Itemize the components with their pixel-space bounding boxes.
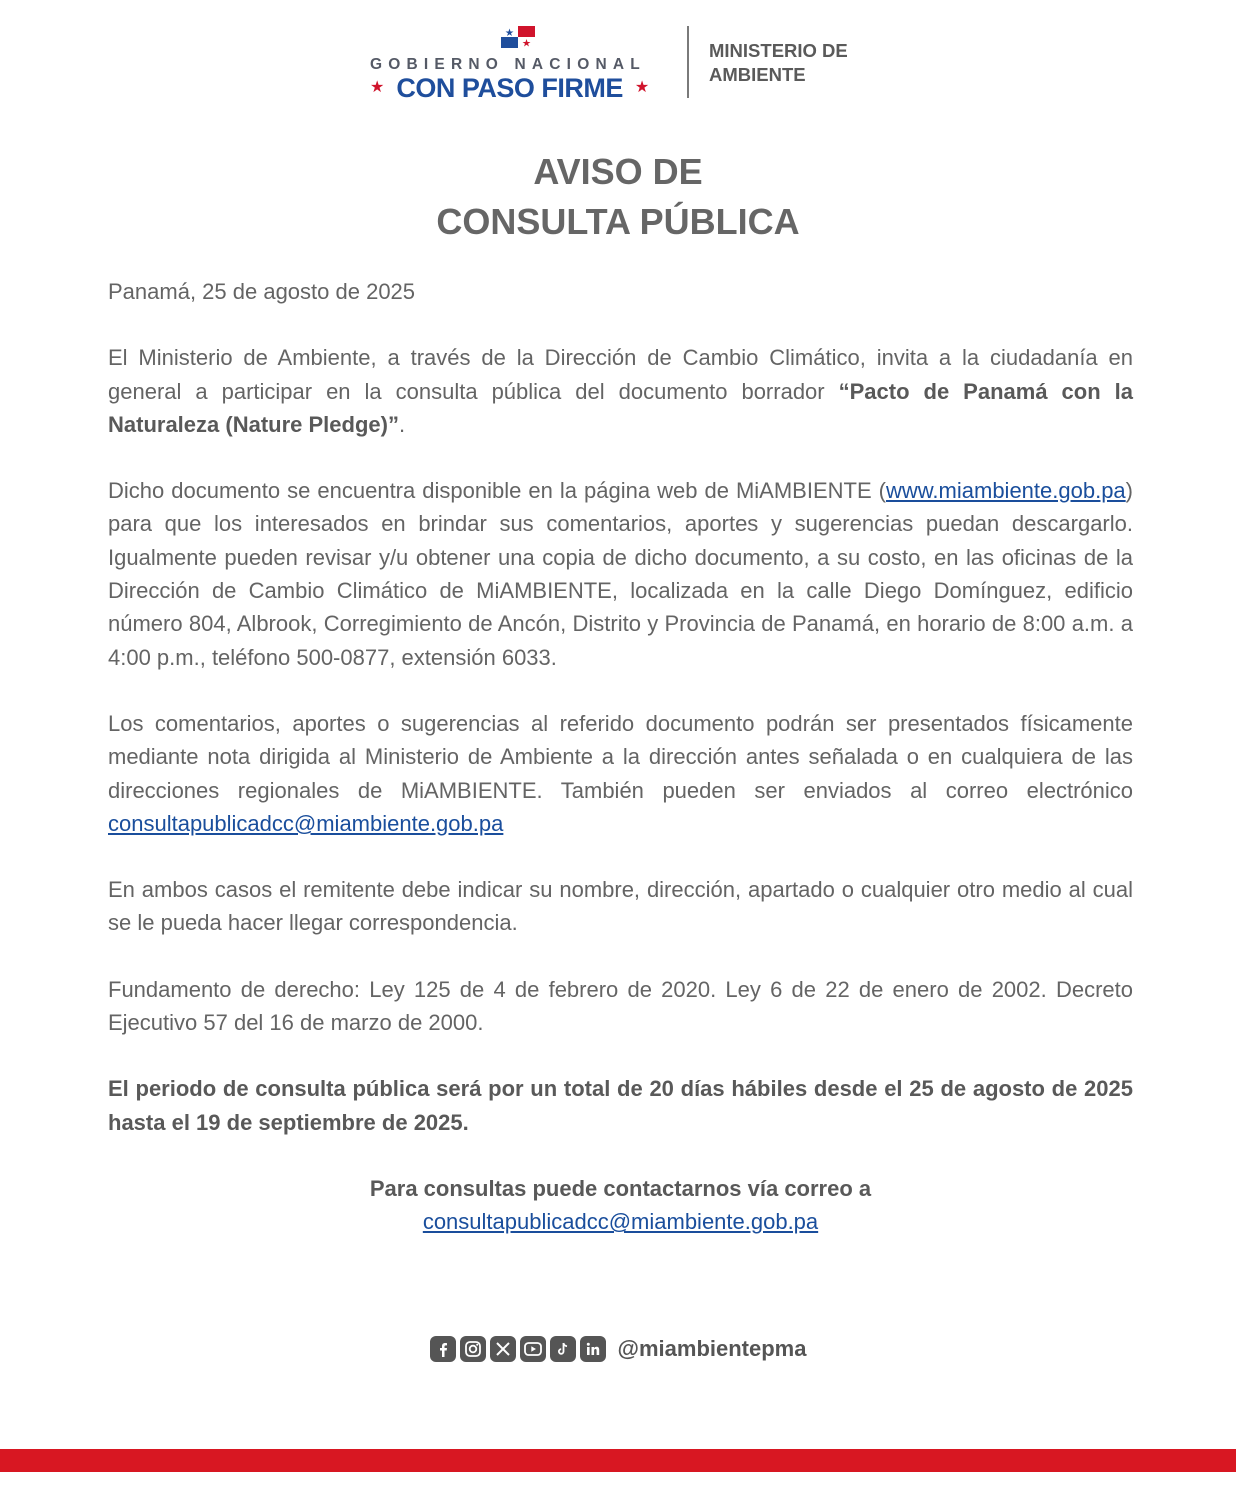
panama-flag-icon xyxy=(501,26,535,48)
title-line2: CONSULTA PÚBLICA xyxy=(436,201,800,242)
ministry-name xyxy=(709,39,848,87)
document-name: “Pacto de Panamá con la Naturaleza (Nature Pledge)” xyxy=(108,378,1133,437)
page-title xyxy=(0,147,1236,247)
instagram-icon[interactable] xyxy=(460,1336,486,1362)
invitation-end: . xyxy=(398,411,406,437)
contact-email-link[interactable]: consultapublicadcc@miambiente.gob.pa xyxy=(422,1209,819,1235)
paragraph-sender-requirements: En ambos casos el remitente debe indicar su nombre, dirección, apartado o cualquier otro medio al cual se le pueda hacer llegar correspondencia. xyxy=(108,877,1133,936)
availability-text-post: ) para que los interesados en brindar sus comentarios, aportes y sugerencias puedan descargarlo. Igualmente pueden revisar y/u obtener una copia de dicho documento, a su costo, en las oficinas de la Dirección de Cambio Climático de MiAMBIENTE, localizada en la calle Diego Domínguez, edificio número 804, Albrook, Corregimiento de Ancón, Distrito y Provincia de Panamá, en horario de 8:00 a.m. a 4:00 p.m., teléfono 500-0877, extensión 6033. xyxy=(108,478,1133,670)
star-icon: ★ xyxy=(370,79,385,96)
star-icon: ★ xyxy=(634,79,650,96)
ministry-name-line2: AMBIENTE xyxy=(709,64,806,85)
availability-text-pre: Dicho documento se encuentra disponible en la página web de MiAMBIENTE ( xyxy=(108,478,886,504)
consultation-period-text: El periodo de consulta pública será por un total de 20 días hábiles desde el 25 de agosto de 2025 hasta el 19 de septiembre de 2025. xyxy=(108,1076,1133,1135)
notice-body xyxy=(108,275,1133,1239)
website-link[interactable]: www.miambiente.gob.pa xyxy=(885,478,1126,504)
facebook-icon[interactable] xyxy=(430,1336,456,1362)
ministry-name-line1: MINISTERIO DE xyxy=(709,40,848,61)
invitation-text: El Ministerio de Ambiente, a través de la Dirección de Cambio Climático, invita a la ciudadanía en general a participar en la consulta pública del documento borrador xyxy=(108,345,1133,404)
notice-date: Panamá, 25 de agosto de 2025 xyxy=(108,279,416,304)
header-divider xyxy=(687,26,689,98)
social-handle[interactable]: @miambientepma xyxy=(617,1336,807,1361)
linkedin-icon[interactable] xyxy=(580,1336,606,1362)
tiktok-icon[interactable] xyxy=(550,1336,576,1362)
email-link[interactable]: consultapublicadcc@miambiente.gob.pa xyxy=(108,810,504,836)
x-icon[interactable] xyxy=(490,1336,516,1362)
social-bar xyxy=(0,1334,1236,1364)
footer-bar xyxy=(0,1449,1236,1472)
government-slogan xyxy=(370,72,670,104)
government-slogan-top: GOBIERNO NACIONAL xyxy=(370,56,646,73)
header xyxy=(0,22,1236,112)
paragraph-legal-basis: Fundamento de derecho: Ley 125 de 4 de febrero de 2020. Ley 6 de 22 de enero de 2002. Decreto Ejecutivo 57 del 16 de marzo de 2000. xyxy=(108,976,1133,1036)
submission-text: Los comentarios, aportes o sugerencias al referido documento podrán ser presentados físicamente mediante nota dirigida al Ministerio de Ambiente a la dirección antes señalada o en cualquiera de las direcciones regionales de MiAMBIENTE. También pueden ser enviados al correo electrónico xyxy=(108,710,1133,803)
paragraph-availability xyxy=(108,474,1133,674)
government-slogan-main: CON PASO FIRME xyxy=(396,72,623,103)
youtube-icon[interactable] xyxy=(520,1336,546,1362)
title-line1: AVISO DE xyxy=(533,151,703,192)
paragraph-submission xyxy=(108,707,1133,840)
paragraph-invitation xyxy=(108,341,1133,441)
contact-line: Para consultas puede contactarnos vía correo a xyxy=(369,1175,872,1201)
contact-block xyxy=(108,1172,1133,1239)
paragraph-consultation-period xyxy=(108,1072,1133,1139)
